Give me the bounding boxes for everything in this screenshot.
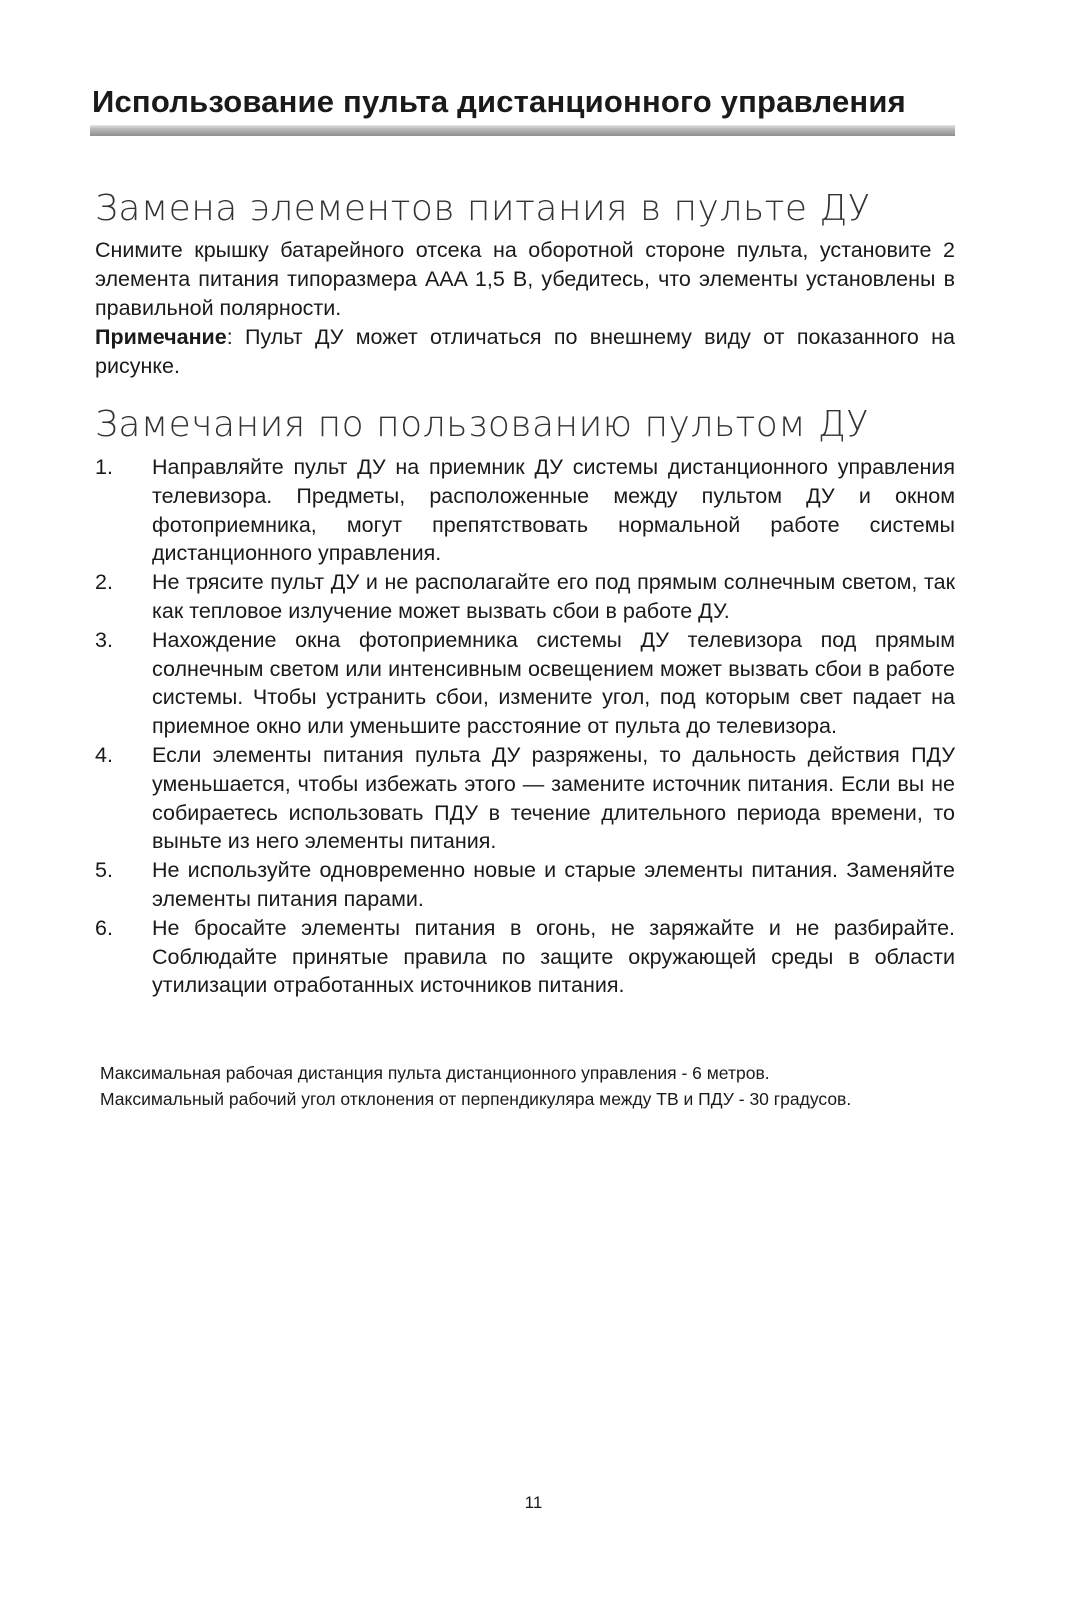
list-item-number: 4. [95,742,113,767]
list-item [95,453,955,568]
page-title: Использование пульта дистанционного управления [92,84,906,119]
usage-notes-list [95,453,955,1000]
list-item-number: 5. [95,858,113,883]
footnote-max-angle: Максимальный рабочий угол отклонения от перпендикуляра между ТВ и ПДУ - 30 градусов. [100,1089,852,1109]
note-label: Примечание [95,325,227,349]
list-item-number: 6. [95,915,113,940]
list-item-number: 1. [95,455,113,479]
list-item [95,914,955,1000]
battery-instructions-paragraph: Снимите крышку батарейного отсека на оборотной стороне пульта, установите 2 элемента питания типоразмера AAA 1,5 В, убедитесь, что элементы установлены в правильной полярности. [95,238,955,320]
list-item [95,741,955,856]
list-item-text: Нахождение окна фотоприемника системы ДУ телевизора под прямым солнечным светом или интенсивным освещением может вызвать сбои в работе системы. Чтобы устранить сбои, измените угол, под которым свет падает на приемное окно или уменьшите расстояние от пульта до телевизора. [152,627,955,739]
section-heading-battery-replacement: Замена элементов питания в пульте ДУ [95,188,871,229]
list-item-text: Не используйте одновременно новые и старые элементы питания. Заменяйте элементы питания парами. [152,858,955,911]
list-item [95,568,955,626]
note-text: : Пульт ДУ может отличаться по внешнему виду от показанного на рисунке. [95,325,955,378]
list-item-text: Не трясите пульт ДУ и не располагайте его под прямым солнечным светом, так как тепловое излучение может вызвать сбои в работе ДУ. [152,570,955,623]
footnote-max-distance: Максимальная рабочая дистанция пульта дистанционного управления - 6 метров. [100,1063,770,1083]
list-item [95,626,955,741]
list-item-number: 2. [95,570,113,595]
list-item-text: Направляйте пульт ДУ на приемник ДУ системы дистанционного управления телевизора. Предметы, расположенные между пультом ДУ и окном фотоприемника, могут препятствовать нормальной работе системы дистанционного управления. [152,455,955,566]
section-heading-usage-notes: Замечания по пользованию пультом ДУ [95,404,869,445]
list-item [95,856,955,914]
note-paragraph [95,323,955,381]
list-item-number: 3. [95,627,113,652]
list-item-text: Если элементы питания пульта ДУ разряжены, то дальность действия ПДУ уменьшается, чтобы избежать этого — замените источник питания. Если вы не собираетесь использовать ПДУ в течение длительного периода времени, то выньте из него элементы питания. [152,742,955,854]
list-item-text: Не бросайте элементы питания в огонь, не заряжайте и не разбирайте. Соблюдайте принятые правила по защите окружающей среды в области утилизации отработанных источников питания. [152,915,955,998]
page-number: 11 [524,1493,543,1512]
title-divider [90,125,955,136]
